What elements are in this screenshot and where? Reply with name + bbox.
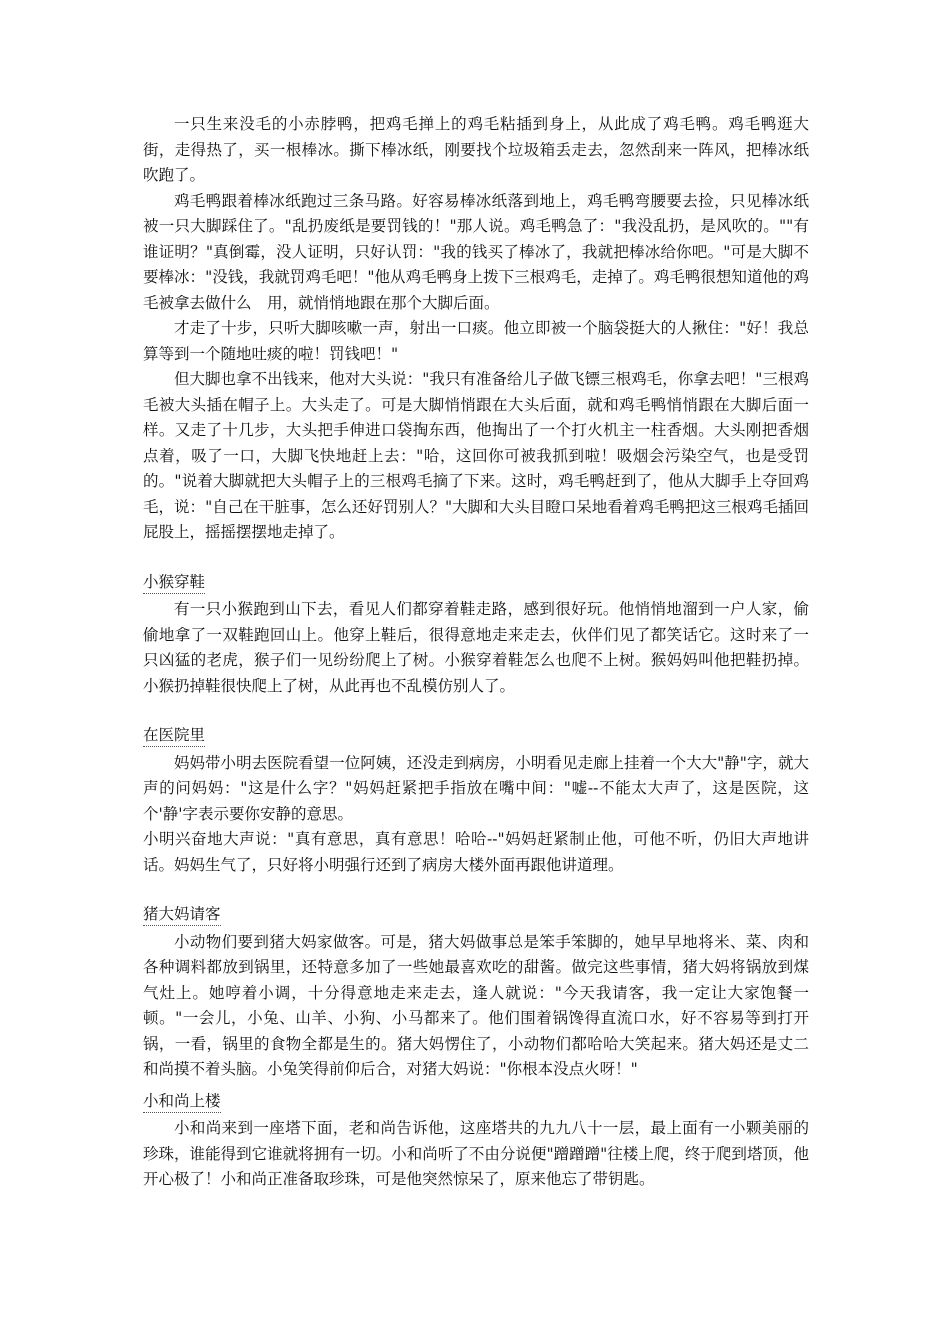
document-page [143, 112, 809, 1193]
story-paragraph: 妈妈带小明去医院看望一位阿姨，还没走到病房，小明看见走廊上挂着一个大大"静"字，就大声的问妈妈："这是什么字？"妈妈赶紧把手指放在嘴中间："嘘--不能太大声了，这是医院，这个'静'字表示要你安静的意思。 [143, 753, 809, 823]
story-title-wrap [143, 723, 809, 749]
story-pig-aunt-party [143, 930, 809, 1083]
story-title-wrap [143, 570, 809, 596]
story-title: 猪大妈请客 [143, 903, 221, 926]
story-in-hospital [143, 751, 809, 879]
story-paragraph: 小和尚来到一座塔下面，老和尚告诉他，这座塔共的九九八十一层，最上面有一小颗美丽的珍珠，谁能得到它谁就将拥有一切。小和尚听了不由分说便"蹭蹭蹭"往楼上爬，终于爬到塔顶，他开心极了！小和尚正准备取珍珠，可是他突然惊呆了，原来他忘了带钥匙。 [143, 1119, 809, 1188]
story-title: 小猴穿鞋 [143, 571, 205, 594]
story-paragraph: 但大脚也拿不出钱来，他对大头说："我只有准备给儿子做飞镖三根鸡毛，你拿去吧！"三根鸡毛被大头插在帽子上。大头走了。可是大脚悄悄跟在大头后面，就和鸡毛鸭悄悄跟在大脚后面一样。又走了十几步，大头把手伸进口袋掏东西，他掏出了一个打火机主一柱香烟。大头刚把香烟点着，吸了一口，大脚飞快地赶上去："哈，这回你可被我抓到啦！吸烟会污染空气，也是受罚的。"说着大脚就把大头帽子上的三根鸡毛摘了下来。这时，鸡毛鸭赶到了，他从大脚手上夺回鸡毛，说："自己在干脏事，怎么还好罚别人？"大脚和大头目瞪口呆地看着鸡毛鸭把这三根鸡毛插回屁股上，摇摇摆摆地走掉了。 [143, 370, 809, 541]
story-title: 在医院里 [143, 724, 205, 747]
story-paragraph: 鸡毛鸭跟着棒冰纸跑过三条马路。好容易棒冰纸落到地上，鸡毛鸭弯腰要去捡，只见棒冰纸被一只大脚踩住了。"乱扔废纸是要罚钱的！"那人说。鸡毛鸭急了："我没乱扔，是风吹的。""有谁证明？"真倒霉，没人证明，只好认罚："我的钱买了棒冰了，我就把棒冰给你吧。"可是大脚不要棒冰："没钱，我就罚鸡毛吧！"他从鸡毛鸭身上拨下三根鸡毛，走掉了。鸡毛鸭很想知道他的鸡毛被拿去做什么 用，就悄悄地跟在那个大脚后面。 [143, 191, 809, 312]
story-title-wrap [143, 902, 809, 928]
story-paragraph: 小动物们要到猪大妈家做客。可是，猪大妈做事总是笨手笨脚的，她早早地将米、菜、肉和各种调料都放到锅里，还特意多加了一些她最喜欢吃的甜酱。做完这些事情，猪大妈将锅放到煤气灶上。她哼着小调，十分得意地走来走去，逢人就说："今天我请客，我一定让大家饱餐一顿。"一会儿，小兔、山羊、小狗、小马都来了。他们围着锅馋得直流口水，好不容易等到打开锅，一看，锅里的食物全都是生的。猪大妈愣住了，小动物们都哈哈大笑起来。猪大妈还是丈二和尚摸不着头脑。小兔笑得前仰后合，对猪大妈说："你根本没点火呀！" [143, 932, 809, 1078]
story-monkey-shoes [143, 597, 809, 699]
story-title: 小和尚上楼 [143, 1090, 221, 1113]
story-chicken-feather-duck [143, 112, 809, 546]
story-little-monk-stairs [143, 1116, 809, 1193]
story-paragraph: 小明兴奋地大声说："真有意思，真有意思！哈哈--"妈妈赶紧制止他，可他不听，仍旧大声地讲话。妈妈生气了，只好将小明强行还到了病房大楼外面再跟他讲道理。 [143, 830, 809, 874]
story-paragraph: 才走了十步，只听大脚咳嗽一声，射出一口痰。他立即被一个脑袋挺大的人揪住："好！我总算等到一个随地吐痰的啦！罚钱吧！" [143, 319, 809, 363]
story-paragraph: 有一只小猴跑到山下去，看见人们都穿着鞋走路，感到很好玩。他悄悄地溜到一户人家，偷偷地拿了一双鞋跑回山上。他穿上鞋后，很得意地走来走去，伙伴们见了都笑话它。这时来了一只凶猛的老虎，猴子们一见纷纷爬上了树。小猴穿着鞋怎么也爬不上树。猴妈妈叫他把鞋扔掉。小猴扔掉鞋很快爬上了树，从此再也不乱模仿别人了。 [143, 600, 809, 695]
story-title-wrap [143, 1089, 809, 1115]
story-paragraph: 一只生来没毛的小赤脖鸭，把鸡毛掸上的鸡毛粘插到身上，从此成了鸡毛鸭。鸡毛鸭逛大街，走得热了，买一根棒冰。撕下棒冰纸，刚要找个垃圾箱丢走去，忽然刮来一阵风，把棒冰纸吹跑了。 [143, 115, 809, 184]
